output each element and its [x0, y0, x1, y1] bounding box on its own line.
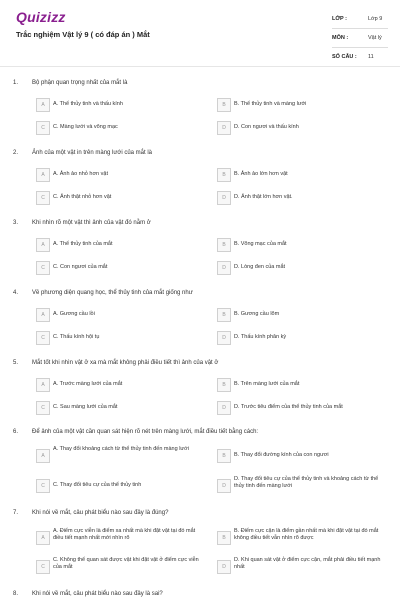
option-text: D. Trước tiêu điểm của thể thủy tinh của mắt — [234, 404, 343, 410]
option-c[interactable] — [36, 121, 206, 139]
option-letter-box: A — [36, 378, 50, 392]
option-text: C. Màng lưới và võng mạc — [53, 124, 118, 130]
option-text: B. Thể thủy tinh và màng lưới — [234, 101, 307, 107]
worksheet-header — [0, 0, 400, 62]
option-text: B. Ảnh ảo lớn hơn vật — [234, 171, 288, 177]
question-text: Bộ phận quan trọng nhất của mắt là — [32, 80, 128, 86]
option-d[interactable] — [217, 191, 387, 209]
option-letter-box: D — [217, 401, 231, 415]
option-letter-box: A — [36, 308, 50, 322]
question-text: Khi nói về mắt, câu phát biểu nào sau đây là đúng? — [32, 510, 169, 516]
worksheet-meta — [332, 14, 388, 71]
option-text: C. Thay đổi tiêu cự của thể thủy tinh — [53, 482, 142, 488]
option-letter-box: D — [217, 121, 231, 135]
header-divider — [0, 66, 400, 67]
option-text: D. Khi quan sát vật ở điểm cực cận, mắt phải điều tiết mạnh nhất — [234, 557, 381, 570]
meta-row-grade — [332, 14, 388, 29]
meta-value: Vật lý — [368, 35, 382, 41]
question-number: 8. — [13, 591, 19, 597]
option-b[interactable] — [217, 528, 387, 546]
option-text: D. Con ngươi và thấu kính — [234, 124, 299, 130]
option-c[interactable] — [36, 557, 206, 575]
option-letter-box: D — [217, 479, 231, 493]
option-d[interactable] — [217, 121, 387, 139]
option-b[interactable] — [217, 308, 387, 326]
option-a[interactable] — [36, 378, 206, 396]
option-letter-box: D — [217, 331, 231, 345]
option-text: B. Gương cầu lõm — [234, 311, 280, 317]
question-number: 3. — [13, 220, 19, 226]
option-a[interactable] — [36, 446, 206, 464]
option-c[interactable] — [36, 331, 206, 349]
option-letter-box: C — [36, 331, 50, 345]
option-text: C. Không thể quan sát được vật khi đặt vật ở điểm cực viễn của mắt — [53, 557, 199, 570]
option-text: A. Ảnh ảo nhỏ hơn vật — [53, 171, 108, 177]
option-text: A. Thể thủy tinh của mắt — [53, 241, 113, 247]
meta-row-count — [332, 52, 388, 67]
option-text: A. Thay đổi khoảng cách từ thể thủy tinh đến màng lưới — [53, 446, 189, 452]
option-letter-box: D — [217, 191, 231, 205]
question-text: Mắt tốt khi nhìn vật ở xa mà mắt không phải điều tiết thì ảnh của vật ở — [32, 360, 219, 366]
option-d[interactable] — [217, 261, 387, 279]
option-text: B. Võng mạc của mắt — [234, 241, 287, 247]
option-a[interactable] — [36, 308, 206, 326]
option-text: C. Con ngươi của mắt — [53, 264, 108, 270]
option-letter-box: B — [217, 378, 231, 392]
option-letter-box: C — [36, 401, 50, 415]
option-a[interactable] — [36, 168, 206, 186]
option-d[interactable] — [217, 557, 387, 575]
option-text: D. Ảnh thật lớn hơn vật. — [234, 194, 293, 200]
option-letter-box: B — [217, 308, 231, 322]
question-number: 2. — [13, 150, 19, 156]
option-letter-box: C — [36, 121, 50, 135]
option-letter-box: B — [217, 531, 231, 545]
option-a[interactable] — [36, 98, 206, 116]
meta-row-subject — [332, 33, 388, 48]
option-text: A. Trước màng lưới của mắt — [53, 381, 123, 387]
option-letter-box: D — [217, 560, 231, 574]
option-letter-box: B — [217, 168, 231, 182]
option-letter-box: A — [36, 168, 50, 182]
option-text: C. Sau màng lưới của mắt — [53, 404, 118, 410]
quizizz-logo: Quizizz — [16, 9, 66, 25]
question-number: 7. — [13, 510, 19, 516]
question-number: 4. — [13, 290, 19, 296]
meta-value: Lớp 9 — [368, 16, 383, 22]
meta-label: SỐ CÂU : — [332, 54, 357, 60]
option-letter-box: C — [36, 191, 50, 205]
option-text: D. Lòng đen của mắt — [234, 264, 286, 270]
option-text: A. Gương cầu lồi — [53, 311, 95, 317]
option-c[interactable] — [36, 479, 206, 497]
option-b[interactable] — [217, 378, 387, 396]
question-number: 1. — [13, 80, 19, 86]
option-letter-box: A — [36, 238, 50, 252]
option-text: B. Thay đổi đường kính của con ngươi — [234, 452, 329, 458]
option-text: A. Thể thủy tinh và thấu kính — [53, 101, 123, 107]
option-c[interactable] — [36, 191, 206, 209]
option-text: A. Điểm cực viễn là điểm xa nhất mà khi đặt vật tại đó mắt điều tiết mạnh nhất mới nhìn rõ — [53, 528, 196, 541]
option-c[interactable] — [36, 261, 206, 279]
option-letter-box: A — [36, 449, 50, 463]
worksheet-title: Trắc nghiệm Vật lý 9 ( có đáp án ) Mắt — [16, 30, 150, 39]
option-letter-box: C — [36, 479, 50, 493]
option-d[interactable] — [217, 401, 387, 419]
option-c[interactable] — [36, 401, 206, 419]
question-text: Về phương diện quang học, thể thủy tinh của mắt giống như — [32, 290, 193, 296]
question-number: 6. — [13, 429, 19, 435]
option-letter-box: B — [217, 449, 231, 463]
option-a[interactable] — [36, 238, 206, 256]
question-text: Khi nhìn rõ một vật thì ảnh của vật đó nằm ở — [32, 220, 151, 226]
meta-label: LỚP : — [332, 16, 347, 22]
option-b[interactable] — [217, 449, 387, 467]
question-text: Ảnh của một vật in trên màng lưới của mắt là — [32, 150, 153, 156]
option-text: B. Trên màng lưới của mắt — [234, 381, 300, 387]
option-a[interactable] — [36, 528, 206, 546]
option-b[interactable] — [217, 238, 387, 256]
option-d[interactable] — [217, 331, 387, 349]
option-text: B. Điểm cực cận là điểm gần nhất mà khi đặt vật tại đó mắt không điều tiết vẫn nhìn rõ được — [234, 528, 379, 541]
option-letter-box: B — [217, 238, 231, 252]
option-text: D. Thay đổi tiêu cự của thể thủy tinh và khoảng cách từ thể thủy tinh đến màng lưới — [234, 476, 379, 489]
option-text: C. Thấu kính hội tụ — [53, 334, 100, 340]
option-b[interactable] — [217, 168, 387, 186]
question-text: Khi nói về mắt, câu phát biểu nào sau đây là sai? — [32, 591, 163, 597]
option-text: D. Thấu kính phân kỳ — [234, 334, 287, 340]
question-text: Để ảnh của một vật cần quan sát hiện rõ nét trên màng lưới, mắt điều tiết bằng cách: — [32, 429, 259, 435]
option-d[interactable] — [217, 476, 387, 494]
meta-label: MÔN : — [332, 35, 349, 41]
question-number: 5. — [13, 360, 19, 366]
option-letter-box: C — [36, 261, 50, 275]
option-letter-box: D — [217, 261, 231, 275]
option-text: C. Ảnh thật nhỏ hơn vật — [53, 194, 112, 200]
option-b[interactable] — [217, 98, 387, 116]
option-letter-box: A — [36, 531, 50, 545]
option-letter-box: A — [36, 98, 50, 112]
meta-value: 11 — [368, 54, 374, 60]
option-letter-box: B — [217, 98, 231, 112]
option-letter-box: C — [36, 560, 50, 574]
